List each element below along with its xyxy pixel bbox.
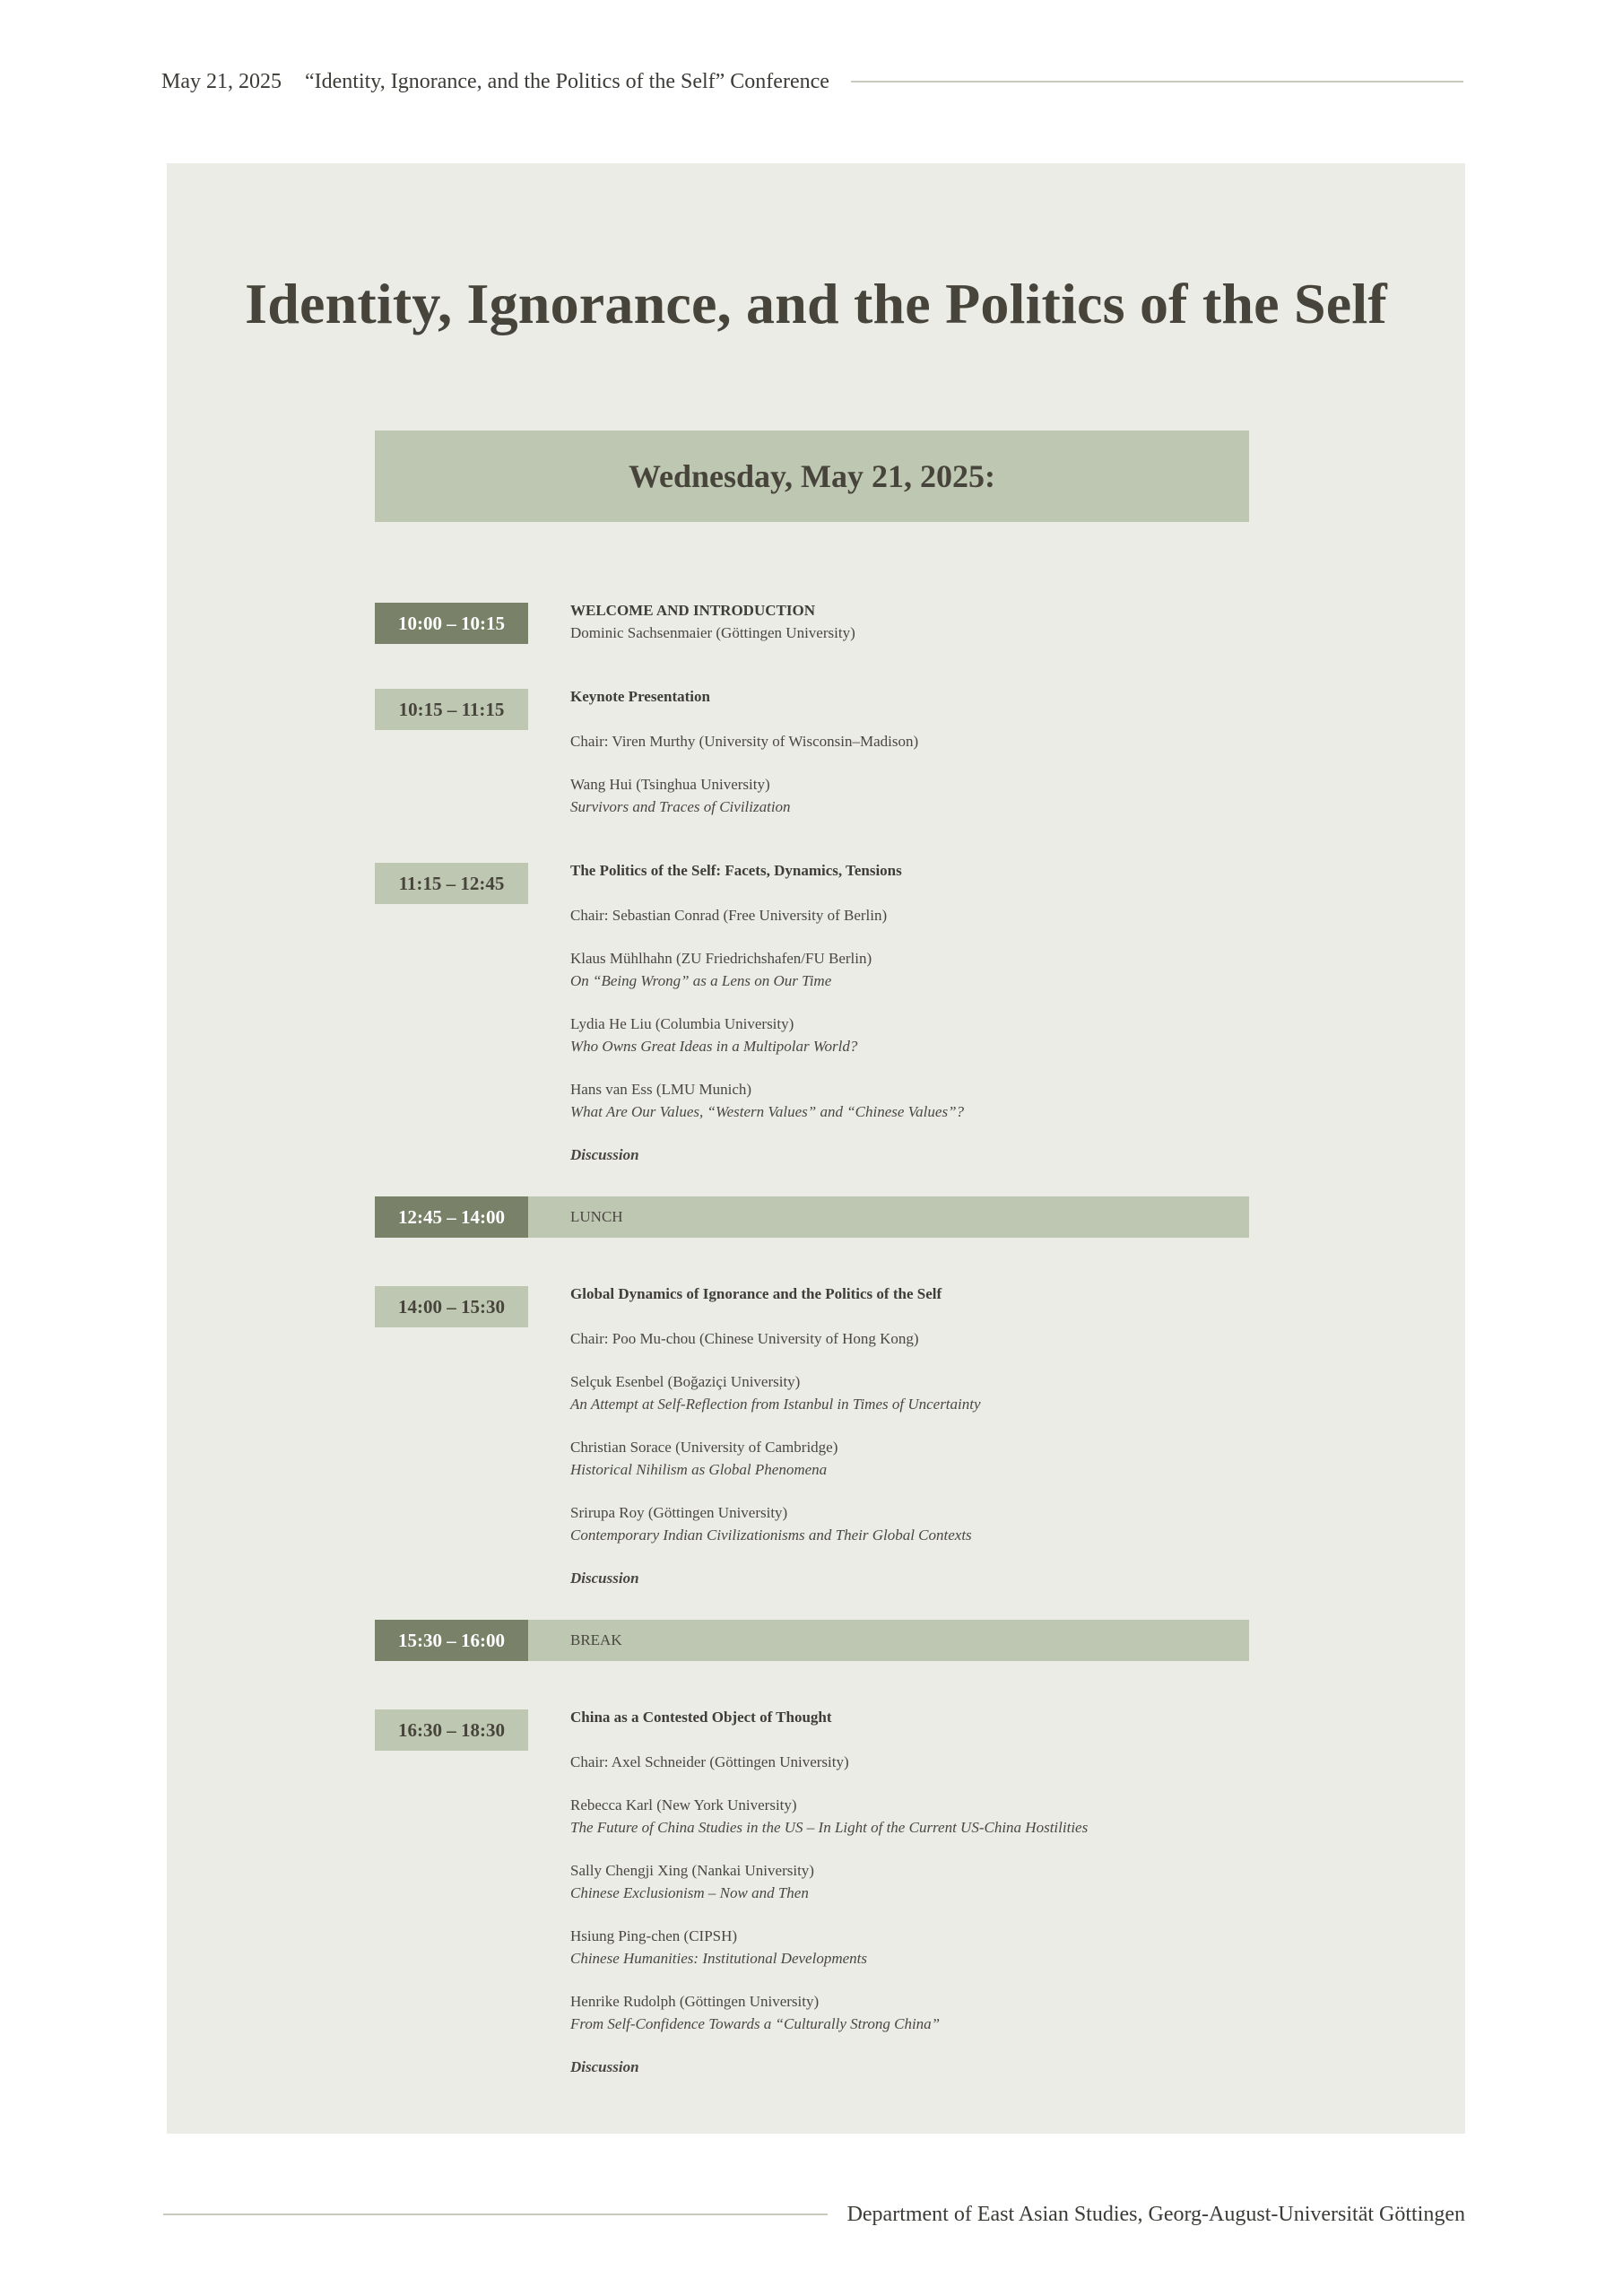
talk	[570, 1794, 1249, 1839]
lunch-label: LUNCH	[570, 1208, 623, 1225]
break-label: BREAK	[570, 1631, 622, 1648]
schedule-slot-china-contested	[375, 1706, 1249, 2078]
talk-title: Contemporary Indian Civilizationisms and Their Global Contexts	[570, 1526, 972, 1544]
session-title: Global Dynamics of Ignorance and the Politics of the Self	[570, 1285, 942, 1302]
header-date: May 21, 2025	[161, 69, 282, 93]
speaker: Selçuk Esenbel (Boğaziçi University)	[570, 1373, 801, 1390]
session-title: Keynote Presentation	[570, 688, 710, 705]
session-title: WELCOME AND INTRODUCTION	[570, 602, 815, 619]
footer-department: Department of East Asian Studies, Georg-August-Universität Göttingen	[846, 2202, 1465, 2226]
slot-content	[570, 685, 1249, 818]
header-conference-name: “Identity, Ignorance, and the Politics of the Self” Conference	[305, 69, 829, 93]
page-title: Identity, Ignorance, and the Politics of the Self	[245, 272, 1387, 335]
talk	[570, 1990, 1249, 2035]
slot-content	[570, 859, 1249, 1166]
speaker: Sally Chengji Xing (Nankai University)	[570, 1862, 814, 1879]
discussion-label: Discussion	[570, 1146, 639, 1163]
talk-title: Historical Nihilism as Global Phenomena	[570, 1461, 828, 1478]
talk-title: From Self-Confidence Towards a “Culturally Strong China”	[570, 2015, 941, 2032]
lunch-band	[375, 1196, 1249, 1238]
speaker: Lydia He Liu (Columbia University)	[570, 1015, 794, 1032]
talk	[570, 947, 1249, 992]
session-chair: Chair: Sebastian Conrad (Free University of Berlin)	[570, 907, 888, 924]
talk	[570, 1925, 1249, 1970]
talk-title: Survivors and Traces of Civilization	[570, 798, 791, 815]
session-chair: Chair: Viren Murthy (University of Wisconsin–Madison)	[570, 733, 919, 750]
page-footer	[163, 2201, 1465, 2228]
discussion-label: Discussion	[570, 1570, 639, 1587]
speaker: Srirupa Roy (Göttingen University)	[570, 1504, 788, 1521]
footer-rule	[163, 2213, 828, 2215]
session-title: The Politics of the Self: Facets, Dynamics, Tensions	[570, 862, 902, 879]
page-header	[161, 68, 1463, 95]
break-band	[375, 1620, 1249, 1661]
discussion-label: Discussion	[570, 2058, 639, 2075]
time-badge: 14:00 – 15:30	[375, 1286, 528, 1327]
speaker: Henrike Rudolph (Göttingen University)	[570, 1993, 820, 2010]
speaker: Hans van Ess (LMU Munich)	[570, 1081, 752, 1098]
schedule-slot-politics-of-self	[375, 859, 1249, 1166]
slot-content	[570, 1283, 1249, 1589]
time-badge: 12:45 – 14:00	[375, 1196, 528, 1238]
talk	[570, 773, 1249, 818]
talk-title: An Attempt at Self-Reflection from Istanbul in Times of Uncertainty	[570, 1396, 981, 1413]
talk-title: Who Owns Great Ideas in a Multipolar World?	[570, 1038, 858, 1055]
program-panel	[167, 163, 1465, 2134]
speaker: Klaus Mühlhahn (ZU Friedrichshafen/FU Berlin)	[570, 950, 872, 967]
time-badge: 10:00 – 10:15	[375, 603, 528, 644]
time-badge: 15:30 – 16:00	[375, 1620, 528, 1661]
talk-title: Chinese Humanities: Institutional Developments	[570, 1950, 867, 1967]
schedule-slot-keynote	[375, 685, 1249, 818]
talk	[570, 1370, 1249, 1415]
talk	[570, 1859, 1249, 1904]
speaker: Rebecca Karl (New York University)	[570, 1796, 797, 1813]
slot-content	[570, 599, 1249, 644]
day-banner: Wednesday, May 21, 2025:	[375, 430, 1249, 522]
schedule-slot-welcome	[375, 599, 1249, 644]
slot-content	[570, 1706, 1249, 2078]
schedule-slot-global-dynamics	[375, 1283, 1249, 1589]
time-badge: 16:30 – 18:30	[375, 1709, 528, 1751]
time-badge: 10:15 – 11:15	[375, 689, 528, 730]
talk	[570, 1013, 1249, 1057]
speaker: Hsiung Ping-chen (CIPSH)	[570, 1927, 738, 1944]
time-badge: 11:15 – 12:45	[375, 863, 528, 904]
talk-title: What Are Our Values, “Western Values” and “Chinese Values”?	[570, 1103, 965, 1120]
talk-title: On “Being Wrong” as a Lens on Our Time	[570, 972, 832, 989]
session-chair: Chair: Axel Schneider (Göttingen University)	[570, 1753, 849, 1770]
session-title: China as a Contested Object of Thought	[570, 1709, 832, 1726]
header-rule	[851, 81, 1463, 83]
speaker: Wang Hui (Tsinghua University)	[570, 776, 770, 793]
schedule	[375, 599, 1249, 2119]
talk-title: The Future of China Studies in the US – In Light of the Current US-China Hostilities	[570, 1819, 1089, 1836]
talk	[570, 1078, 1249, 1123]
talk	[570, 1436, 1249, 1481]
speaker: Dominic Sachsenmaier (Göttingen University)	[570, 624, 855, 641]
talk-title: Chinese Exclusionism – Now and Then	[570, 1884, 809, 1901]
speaker: Christian Sorace (University of Cambridge)	[570, 1439, 838, 1456]
talk	[570, 1501, 1249, 1546]
session-chair: Chair: Poo Mu-chou (Chinese University of Hong Kong)	[570, 1330, 919, 1347]
